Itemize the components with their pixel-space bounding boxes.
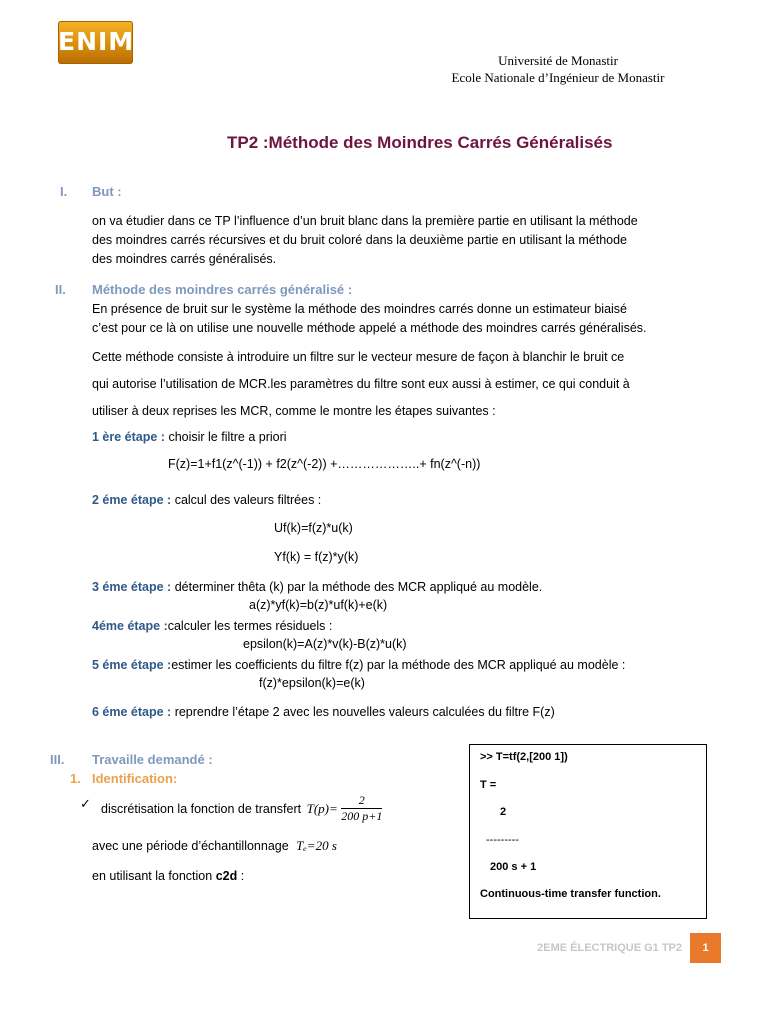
step-2-equation-2: Yf(k) = f(z)*y(k) xyxy=(274,550,359,564)
section-2-number: II. xyxy=(55,282,66,297)
code-line-5: 200 s + 1 xyxy=(490,861,537,873)
code-line-6: Continuous-time transfer function. xyxy=(480,888,661,900)
step-4-text: calculer les termes résiduels : xyxy=(167,619,333,633)
sampling-period-equation: Tₑ=20 s xyxy=(296,838,337,853)
school-name: Ecole Nationale d’Ingénieur de Monastir xyxy=(451,70,665,85)
step-2-text: calcul des valeurs filtrées : xyxy=(171,493,322,507)
section-1-number: I. xyxy=(60,184,68,199)
matlab-output-box xyxy=(469,744,707,919)
transfer-function-line xyxy=(101,793,382,824)
step-2 xyxy=(92,491,732,510)
section-2-p2-line1: Cette méthode consiste à introduire un filtre sur le vecteur mesure de façon à blanchir le bruit ce xyxy=(92,350,625,364)
code-line-1: >> T=tf(2,[200 1]) xyxy=(480,751,568,763)
section-3-title: Travaille demandé : xyxy=(92,752,213,767)
step-5 xyxy=(92,656,732,675)
section-1-text-line1: on va étudier dans ce TP l’influence d’un bruit blanc dans la première partie en utilisant la méthode xyxy=(92,214,638,228)
transfer-function-text: discrétisation la fonction de transfert xyxy=(101,801,302,816)
university-name: Université de Monastir xyxy=(498,53,618,68)
section-1-text-line3: des moindres carrés généralisés. xyxy=(92,252,277,266)
section-3-number: III. xyxy=(50,752,65,767)
sampling-period-line xyxy=(92,838,337,854)
step-6-text: reprendre l’étape 2 avec les nouvelles valeurs calculées du filtre F(z) xyxy=(171,705,555,719)
c2d-colon: : xyxy=(237,869,245,883)
code-line-2: T = xyxy=(480,779,497,791)
step-5-equation: f(z)*epsilon(k)=e(k) xyxy=(259,676,365,690)
section-2-p2-line3: utiliser à deux reprises les MCR, comme le montre les étapes suivantes : xyxy=(92,404,496,418)
footer-label: 2EME ÉLECTRIQUE G1 TP2 xyxy=(537,942,682,954)
section-2-title: Méthode des moindres carrés généralisé : xyxy=(92,282,353,297)
step-6-label: 6 éme étape : xyxy=(92,705,172,719)
step-5-label: 5 éme étape : xyxy=(92,658,172,672)
step-4 xyxy=(92,617,732,636)
document-title: TP2 :Méthode des Moindres Carrés Généralisés xyxy=(227,133,613,152)
school-logo: ENIM xyxy=(58,21,133,64)
section-2-p1-line1: En présence de bruit sur le système la méthode des moindres carrés donne un estimateur biaisé xyxy=(92,302,628,316)
transfer-function-lhs: T(p)= xyxy=(306,800,338,816)
sampling-period-text: avec une période d’échantillonnage xyxy=(92,839,289,853)
section-2-p1-line2: c’est pour ce là on utilise une nouvelle méthode appelé a méthode des moindres carrés généralisés. xyxy=(92,321,647,335)
transfer-function-numerator: 2 xyxy=(341,793,382,809)
section-1-title: But : xyxy=(92,184,122,199)
step-4-label: 4éme étape : xyxy=(92,619,168,633)
step-1-label: 1 ère étape : xyxy=(92,430,165,444)
c2d-text: en utilisant la fonction xyxy=(92,869,216,883)
transfer-function-fraction xyxy=(341,793,382,824)
subsection-1-title: Identification: xyxy=(92,771,178,786)
step-5-text: estimer les coefficients du filtre f(z) par la méthode des MCR appliqué au modèle : xyxy=(171,658,626,672)
c2d-function-name: c2d xyxy=(215,869,238,883)
step-3-text: déterminer thêta (k) par la méthode des MCR appliqué au modèle. xyxy=(171,580,543,594)
step-1-equation: F(z)=1+f1(z^(-1)) + f2(z^(-2)) +………………..+ fn(z^(-n)) xyxy=(168,457,481,471)
step-1 xyxy=(92,428,732,447)
section-1-text-line2: des moindres carrés récursives et du bruit coloré dans la deuxième partie en utilisant la méthode xyxy=(92,233,627,247)
step-4-equation: epsilon(k)=A(z)*v(k)-B(z)*u(k) xyxy=(243,637,407,651)
code-line-3: 2 xyxy=(500,806,507,818)
subsection-1-number: 1. xyxy=(70,771,81,786)
transfer-function-denominator: 200 p+1 xyxy=(341,809,383,823)
step-2-label: 2 éme étape : xyxy=(92,493,172,507)
step-1-text: choisir le filtre a priori xyxy=(164,430,287,444)
step-3-equation: a(z)*yf(k)=b(z)*uf(k)+e(k) xyxy=(249,598,388,612)
page-number: 1 xyxy=(690,933,721,963)
section-2-p2-line2: qui autorise l’utilisation de MCR.les paramètres du filtre sont eux aussi à estimer, ce qui conduit à xyxy=(92,377,630,391)
step-2-equation-1: Uf(k)=f(z)*u(k) xyxy=(274,521,353,535)
step-3-label: 3 éme étape : xyxy=(92,580,172,594)
step-6 xyxy=(92,703,732,722)
code-line-4: --------- xyxy=(486,834,519,846)
step-3 xyxy=(92,578,732,597)
checkmark-icon: ✓ xyxy=(80,797,91,812)
